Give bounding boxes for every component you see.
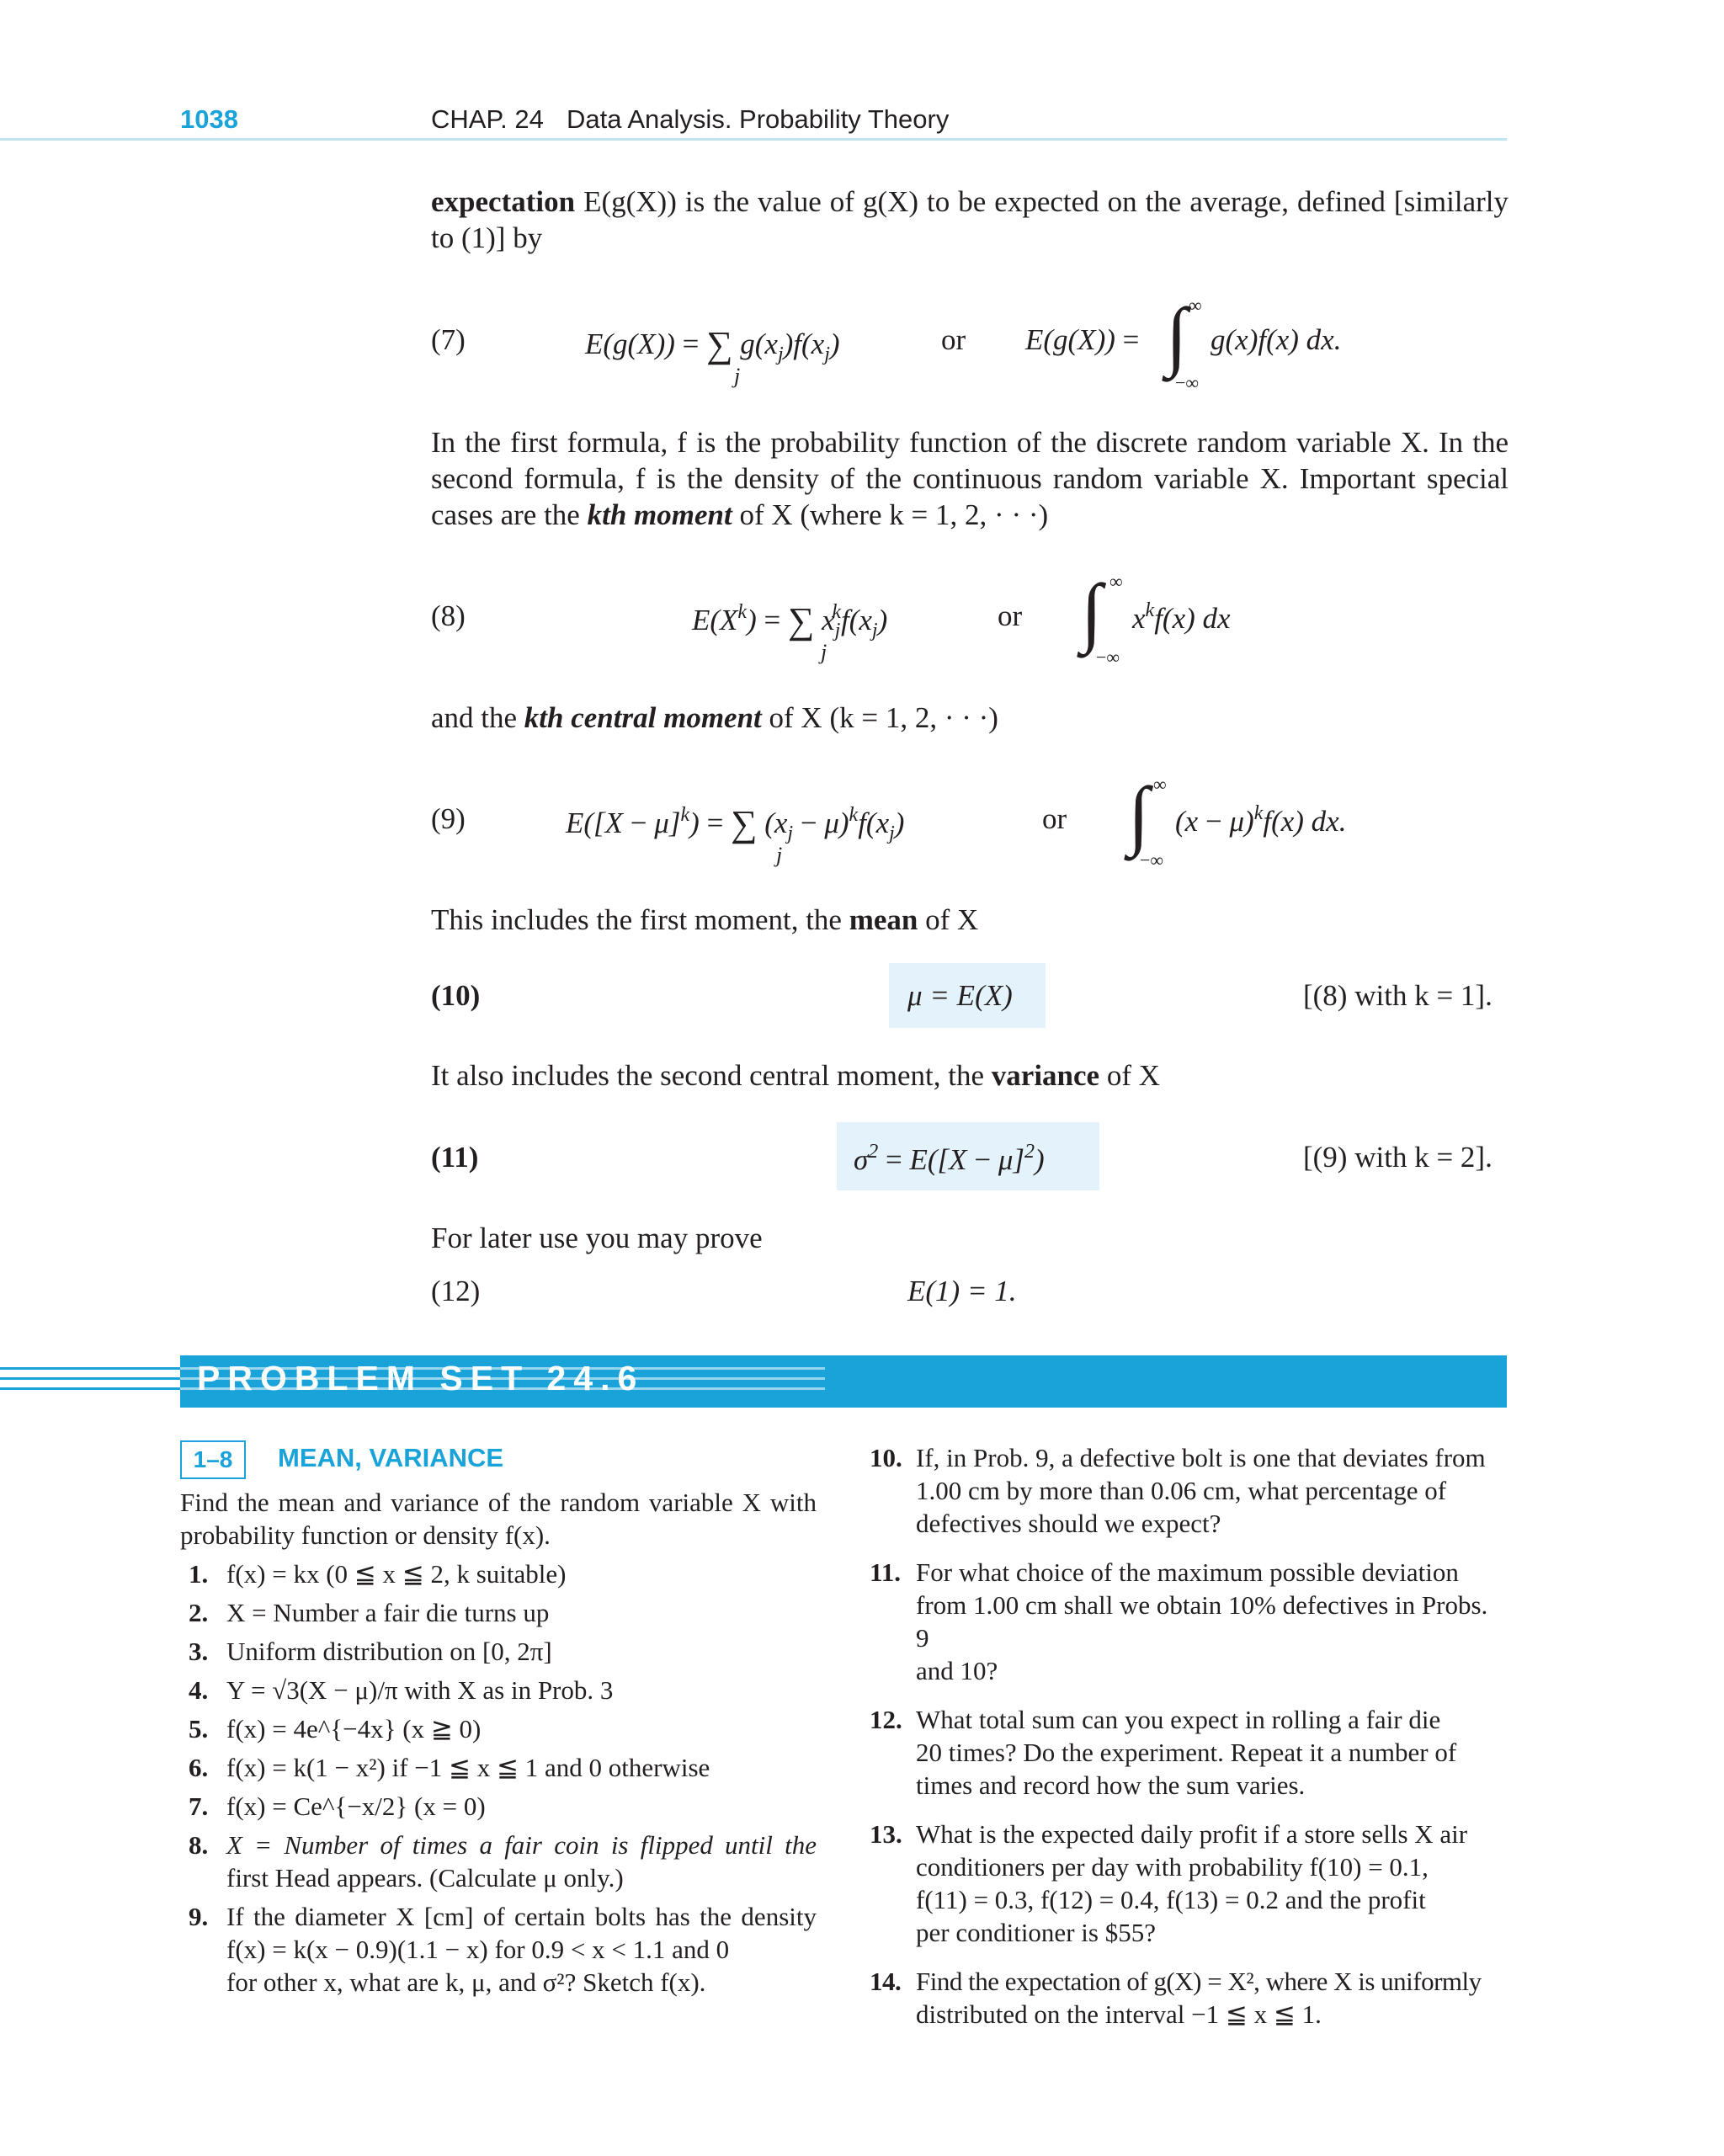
problem-6 xyxy=(189,1751,817,1784)
problem-number: 7. xyxy=(189,1791,209,1821)
problem-text: Y = √3(X − μ)/π with X as in Prob. 3 xyxy=(226,1675,614,1705)
central-pre: and the xyxy=(431,701,518,734)
problem-14 xyxy=(870,1965,1507,2031)
central-moment-line xyxy=(431,700,998,736)
section-range-box: 1–8 xyxy=(180,1440,246,1479)
problem-number: 9. xyxy=(189,1902,209,1931)
term-kth-moment: kth moment xyxy=(587,498,732,531)
problem-text-cont: 20 times? Do the experiment. Repeat it a number of xyxy=(916,1738,1457,1767)
problem-number: 1. xyxy=(189,1559,209,1589)
problem-number: 3. xyxy=(189,1637,209,1666)
section-instruction xyxy=(180,1486,817,1552)
problem-1 xyxy=(189,1557,817,1590)
eq11-label: (11) xyxy=(431,1141,479,1174)
problem-set-title: PROBLEM SET 24.6 xyxy=(197,1359,645,1397)
problem-text: If the diameter X [cm] of certain bolts has the density xyxy=(226,1902,817,1931)
problem-text-cont: defectives should we expect? xyxy=(916,1509,1221,1538)
problem-12 xyxy=(870,1703,1507,1802)
eq9-integral-sign: ∫ xyxy=(1128,771,1150,857)
eq7-integrand: g(x)f(x) dx. xyxy=(1211,323,1342,356)
problem-text: f(x) = kx (0 ≦ x ≦ 2, k suitable) xyxy=(226,1559,567,1589)
term-expectation: expectation xyxy=(431,185,576,218)
problem-text-cont: distributed on the interval −1 ≦ x ≦ 1. xyxy=(916,1999,1322,2029)
eq7-lower-limit: −∞ xyxy=(1175,372,1200,393)
eq7-sum-index: j xyxy=(734,364,741,388)
eq9-label: (9) xyxy=(431,802,466,835)
problem-number: 13. xyxy=(870,1819,902,1849)
problem-number: 10. xyxy=(870,1443,902,1472)
eq8-label: (8) xyxy=(431,599,466,632)
problem-number: 5. xyxy=(189,1714,209,1743)
problem-text-cont: from 1.00 cm shall we obtain 10% defectives in Probs. 9 xyxy=(916,1590,1488,1653)
problem-5 xyxy=(189,1712,817,1745)
mean-line-post: of X xyxy=(925,903,979,936)
eq12-formula: E(1) = 1. xyxy=(907,1275,1017,1307)
eq7-integral-sign: ∫ xyxy=(1166,292,1188,378)
eq7-upper-limit: ∞ xyxy=(1189,295,1202,316)
problem-text-cont: per conditioner is $55? xyxy=(916,1918,1156,1947)
section-title: MEAN, VARIANCE xyxy=(278,1443,504,1472)
problem-text: What is the expected daily profit if a store sells X air xyxy=(916,1819,1468,1849)
central-post: of X (k = 1, 2, · · ·) xyxy=(769,701,998,734)
problem-text: X = Number a fair die turns up xyxy=(226,1598,550,1627)
eq7-label: (7) xyxy=(431,323,466,356)
instruction-line-1: Find the mean and variance of the random variable X with xyxy=(180,1488,817,1517)
problem-number: 14. xyxy=(870,1967,902,1996)
problem-number: 2. xyxy=(189,1598,209,1627)
problem-9 xyxy=(189,1900,817,1999)
problem-3 xyxy=(189,1635,817,1668)
page-number: 1038 xyxy=(180,104,238,134)
problem-text: f(x) = k(1 − x²) if −1 ≦ x ≦ 1 and 0 otherwise xyxy=(226,1753,710,1782)
problem-text-cont: f(x) = k(x − 0.9)(1.1 − x) for 0.9 < x < 1.1 and 0 xyxy=(226,1935,730,1964)
chapter-label: CHAP. 24 xyxy=(431,104,544,134)
problem-4 xyxy=(189,1674,817,1706)
problem-number: 11. xyxy=(870,1557,902,1587)
problem-text-cont: conditioners per day with probability f(10) = 0.1, xyxy=(916,1852,1429,1882)
problem-text: f(x) = Ce^{−x/2} (x = 0) xyxy=(226,1791,486,1821)
problem-text: What total sum can you expect in rolling a fair die xyxy=(916,1705,1441,1734)
mean-line-pre: This includes the first moment, the xyxy=(431,903,842,936)
eq7-or: or xyxy=(941,323,966,356)
eq10-label: (10) xyxy=(431,979,481,1012)
problem-8 xyxy=(189,1829,817,1894)
eq11-note: [(9) with k = 2]. xyxy=(1303,1141,1493,1174)
para7-line-3-post: of X (where k = 1, 2, · · ·) xyxy=(739,498,1049,531)
eq9-sum-index: j xyxy=(776,843,783,867)
para7-line-2: second formula, f is the density of the continuous random variable X. Important special xyxy=(431,462,1508,495)
eq10-note: [(8) with k = 1]. xyxy=(1303,979,1493,1012)
eq8-sum-formula: $E(X^k)$ = ∑ $x_j^kf(x_j)$ xyxy=(692,600,888,641)
eq7-integral-formula: E(g(X)) = xyxy=(1025,323,1140,356)
para7-line-3-pre: cases are the xyxy=(431,498,580,531)
problem-11 xyxy=(870,1556,1507,1687)
problem-text: X = Number of times a fair coin is flipped until the xyxy=(226,1830,817,1860)
problem-number: 6. xyxy=(189,1753,209,1782)
problem-text-cont: 1.00 cm by more than 0.06 cm, what percentage of xyxy=(916,1476,1447,1505)
term-kth-central-moment: kth central moment xyxy=(524,701,762,734)
problem-text-cont: for other x, what are k, μ, and σ²? Sketch f(x). xyxy=(226,1967,706,1997)
eq11-formula: $\sigma^2 = E([X - \mu]^2)$ xyxy=(854,1141,1045,1176)
intro-paragraph xyxy=(431,184,1508,256)
variance-line xyxy=(431,1057,1160,1094)
problem-text-cont: first Head appears. (Calculate μ only.) xyxy=(226,1863,624,1892)
problem-13 xyxy=(870,1818,1507,1949)
intro-line-1: E(g(X)) is the value of g(X) to be expected on the average, defined [similarly xyxy=(583,185,1509,218)
eq10-formula: μ = E(X) xyxy=(907,979,1013,1012)
eq8-integrand: $x^kf(x)$ dx xyxy=(1132,599,1231,635)
eq8-or: or xyxy=(998,599,1023,632)
problem-text-cont: times and record how the sum varies. xyxy=(916,1770,1306,1800)
problem-text: Find the expectation of g(X) = X², where X is uniformly xyxy=(916,1967,1482,1996)
problem-text-cont: and 10? xyxy=(916,1656,998,1685)
problem-text: Uniform distribution on [0, 2π] xyxy=(226,1637,552,1666)
mean-line xyxy=(431,902,978,938)
eq9-sum-formula: $E([X - \mu]^k)$ = ∑ $(x_j - \mu)^kf(x_j)$ xyxy=(566,803,905,844)
eq8-upper-limit: ∞ xyxy=(1109,571,1123,592)
variance-line-pre: It also includes the second central moment, the xyxy=(431,1059,985,1092)
eq8-lower-limit: −∞ xyxy=(1096,647,1120,668)
eq9-lower-limit: −∞ xyxy=(1140,849,1164,870)
eq8-sum-index: j xyxy=(821,640,827,664)
problem-2 xyxy=(189,1596,817,1629)
paragraph-after-eq7 xyxy=(431,424,1508,533)
right-problem-list xyxy=(870,1441,1507,2031)
problem-number: 8. xyxy=(189,1830,209,1860)
intro-line-2: to (1)] by xyxy=(431,221,543,254)
term-mean: mean xyxy=(849,903,918,936)
problem-number: 4. xyxy=(189,1675,209,1705)
eq7-sum-formula: E(g(X)) = ∑ $g(x_j)f(x_j)$ xyxy=(585,324,840,365)
term-variance: variance xyxy=(991,1059,1100,1092)
para7-line-1: In the first formula, f is the probability function of the discrete random variable X. In the xyxy=(431,426,1508,459)
eq9-integrand: $(x - \mu)^kf(x)$ dx. xyxy=(1175,802,1347,838)
instruction-line-2: probability function or density f(x). xyxy=(180,1520,551,1550)
eq9-upper-limit: ∞ xyxy=(1153,774,1167,795)
eq8-integral-sign: ∫ xyxy=(1081,568,1103,654)
problem-7 xyxy=(189,1790,817,1823)
chapter-title: Data Analysis. Probability Theory xyxy=(567,104,950,134)
header-rule xyxy=(0,138,1507,141)
left-problem-list xyxy=(189,1557,817,1999)
variance-line-post: of X xyxy=(1106,1059,1161,1092)
problem-text-cont: f(11) = 0.3, f(12) = 0.4, f(13) = 0.2 and the profit xyxy=(916,1885,1426,1914)
eq9-or: or xyxy=(1042,802,1067,835)
eq12-label: (12) xyxy=(431,1275,481,1307)
problem-number: 12. xyxy=(870,1705,902,1734)
problem-10 xyxy=(870,1441,1507,1540)
later-text: For later use you may prove xyxy=(431,1222,763,1254)
problem-text: f(x) = 4e^{−4x} (x ≧ 0) xyxy=(226,1714,482,1743)
problem-text: For what choice of the maximum possible deviation xyxy=(916,1557,1459,1587)
problem-text: If, in Prob. 9, a defective bolt is one that deviates from xyxy=(916,1443,1486,1472)
